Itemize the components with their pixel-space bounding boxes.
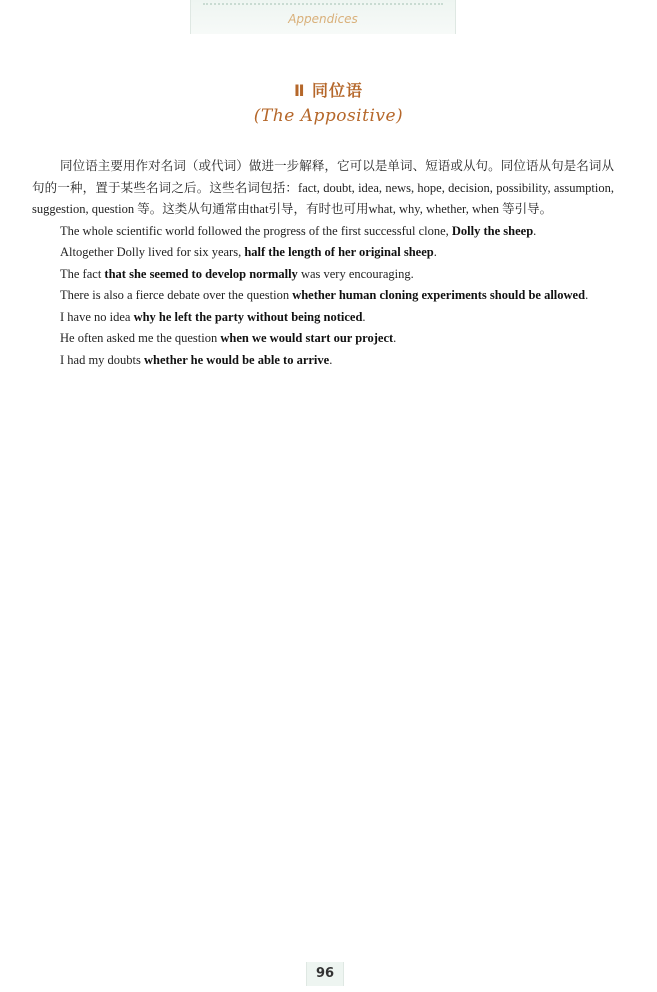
example-text-end: . bbox=[533, 223, 537, 238]
appositive-highlight: why he left the party without being noticed bbox=[133, 309, 363, 324]
example-text-end: . bbox=[393, 331, 397, 345]
page-number: 96 bbox=[306, 962, 344, 986]
example-text: He often asked me the question bbox=[60, 331, 221, 345]
example-sentence bbox=[32, 350, 614, 372]
appositive-highlight: that she seemed to develop normally bbox=[104, 266, 298, 281]
example-sentence bbox=[32, 242, 614, 264]
example-text-end: . bbox=[329, 352, 333, 367]
appositive-highlight: when we would start our project bbox=[220, 331, 394, 345]
example-sentence bbox=[32, 221, 614, 243]
section-title: Ⅱ 同位语 bbox=[293, 81, 364, 100]
example-sentence bbox=[32, 328, 614, 350]
example-sentence bbox=[32, 307, 614, 329]
example-text-end: . bbox=[433, 245, 437, 259]
header-decoration bbox=[203, 3, 443, 8]
header-label: Appendices bbox=[288, 12, 358, 26]
example-text-end: . bbox=[585, 288, 589, 302]
content-body bbox=[32, 156, 614, 371]
example-text: I have no idea bbox=[60, 309, 134, 324]
appositive-highlight: whether human cloning experiments should be allowed bbox=[292, 288, 586, 302]
example-text: The whole scientific world followed the progress of the first successful clone, bbox=[60, 223, 452, 238]
example-text: I had my doubts bbox=[60, 352, 145, 367]
appositive-highlight: half the length of her original sheep bbox=[244, 245, 434, 259]
section-subtitle: (The Appositive) bbox=[253, 106, 404, 126]
appositive-highlight: whether he would be able to arrive bbox=[144, 352, 330, 367]
example-sentence bbox=[32, 264, 614, 286]
intro-paragraph: 同位语主要用作对名词（或代词）做进一步解释，它可以是单词、短语或从句。同位语从句是名词从句的一种，置于某些名词之后。这些名词包括：fact, doubt, idea, news, hope, decision, possibility, assumption, suggestion, question 等。这类从句通常由that引导，有时也可用what, why, whether, when 等引导。 bbox=[32, 159, 614, 216]
example-text: The fact bbox=[60, 266, 105, 281]
example-text-end: was very encouraging. bbox=[297, 266, 414, 281]
example-text: There is also a fierce debate over the question bbox=[60, 288, 293, 302]
example-text-end: . bbox=[362, 309, 366, 324]
running-header bbox=[190, 0, 456, 34]
example-text: Altogether Dolly lived for six years, bbox=[60, 245, 245, 259]
example-sentence bbox=[32, 285, 614, 307]
appositive-highlight: Dolly the sheep bbox=[451, 223, 534, 238]
